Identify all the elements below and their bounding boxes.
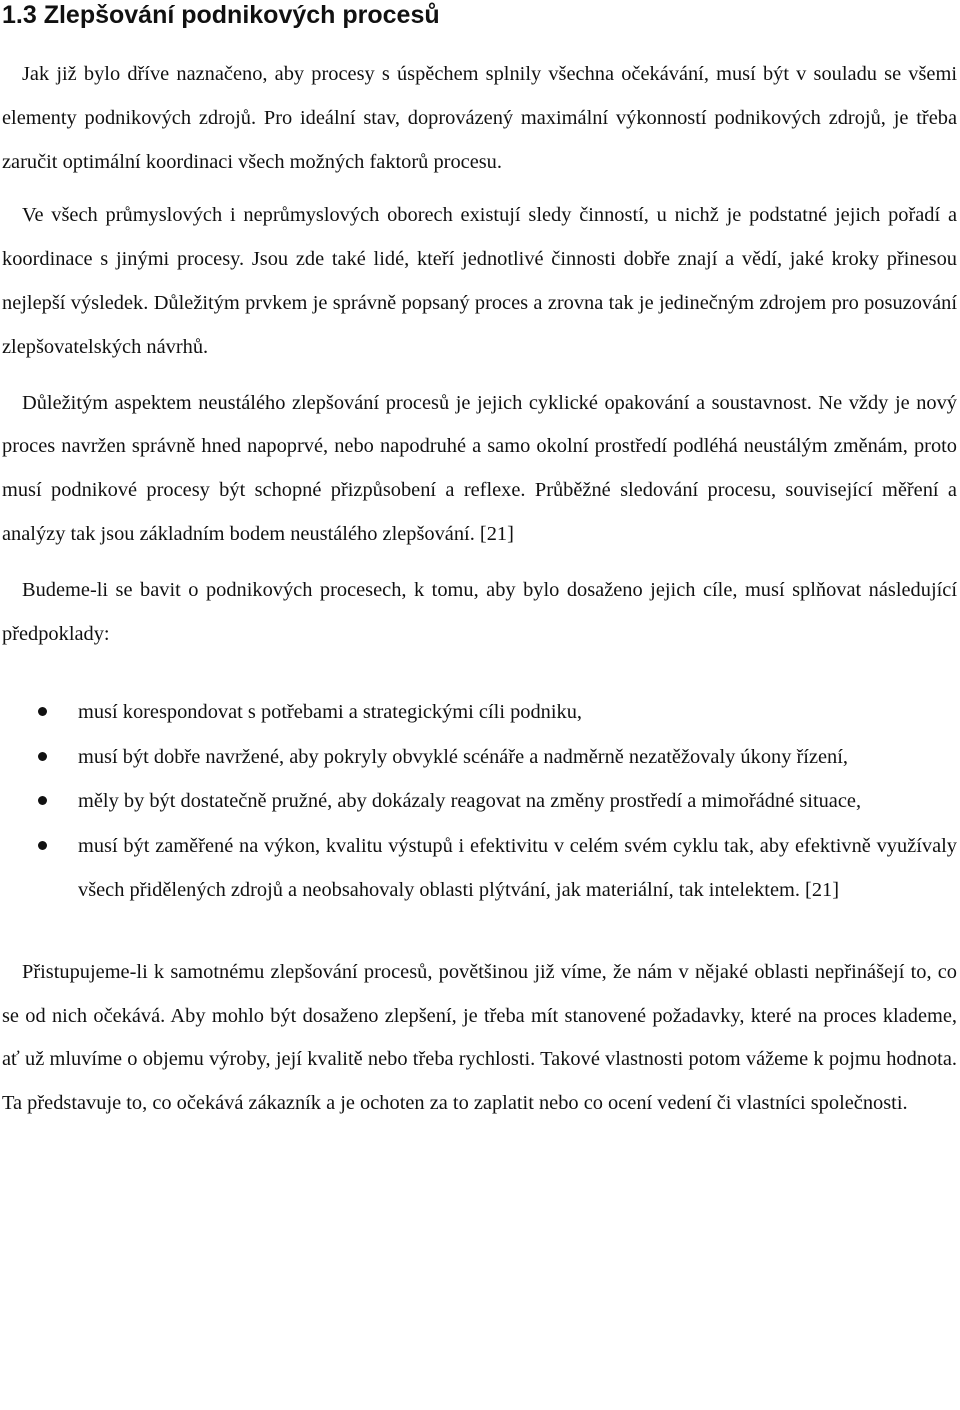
bullet-icon <box>38 707 47 716</box>
paragraph-prerequisites: Budeme-li se bavit o podnikových procesech, k tomu, aby bylo dosaženo jejich cíle, musí splňovat následující předpoklady: <box>2 578 957 645</box>
bullet-icon <box>38 796 47 805</box>
bullet-icon <box>38 752 47 761</box>
list-item <box>2 735 957 780</box>
bullet-icon <box>38 841 47 850</box>
document-page <box>2 0 957 1126</box>
paragraph-improvement: Důležitým aspektem neustálého zlepšování procesů je jejich cyklické opakování a soustavnost. Ne vždy je nový proces navržen správně hned napoprvé, nebo napodruhé a samo okolní prostředí podléhá neustálým změnám, proto musí podnikové procesy být schopné přizpůsobení a reflexe. Průběžné sledování procesu, související měření a analýzy tak jsou základním bodem neustálého zlepšování. [21] <box>2 391 957 545</box>
list-item-text: musí být zaměřené na výkon, kvalitu výstupů i efektivitu v celém svém cyklu tak, aby efektivně využívaly všech přidělených zdrojů a neobsahovaly oblasti plýtvání, jak materiální, tak intelektem. [21] <box>78 834 957 902</box>
list-item <box>2 779 957 824</box>
list-item-text: musí korespondovat s potřebami a strategickými cíli podniku, <box>78 701 583 724</box>
list-item-text: musí být dobře navržené, aby pokryly obvyklé scénáře a nadměrně nezatěžovaly úkony řízení, <box>78 745 849 768</box>
paragraph-value: Přistupujeme-li k samotnému zlepšování procesů, povětšinou již víme, že nám v nějaké oblasti nepřinášejí to, co se od nich očekává. Aby mohlo být dosaženo zlepšení, je třeba mít stanovené požadavky, které na proces klademe, ať už mluvíme o objemu výroby, její kvalitě nebo třeba rychlosti. Takové vlastnosti potom vážeme k pojmu hodnota. Ta představuje to, co očekává zákazník a je ochoten za to zaplatit nebo co ocení vedení či vlastníci společnosti. <box>2 960 957 1115</box>
list-item-text: měly by být dostatečně pružné, aby dokázaly reagovat na změny prostředí a mimořádné situace, <box>78 790 862 813</box>
list-item <box>2 690 957 735</box>
prerequisites-list <box>2 690 957 913</box>
section-heading: 1.3 Zlepšování podnikových procesů <box>2 1 440 29</box>
list-item <box>2 824 957 913</box>
paragraph-activities: Ve všech průmyslových i neprůmyslových oborech existují sledy činností, u nichž je podstatné jejich pořadí a koordinace s jinými procesy. Jsou zde také lidé, kteří jednotlivé činnosti dobře znají a vědí, jaké kroky přinesou nejlepší výsledek. Důležitým prvkem je správně popsaný proces a zrovna tak je jedinečným zdrojem pro posuzování zlepšovatelských návrhů. <box>2 204 957 358</box>
paragraph-intro: Jak již bylo dříve naznačeno, aby procesy s úspěchem splnily všechna očekávání, musí být v souladu se všemi elementy podnikových zdrojů. Pro ideální stav, doprovázený maximální výkonností podnikových zdrojů, je třeba zaručit optimální koordinaci všech možných faktorů procesu. <box>2 63 957 173</box>
